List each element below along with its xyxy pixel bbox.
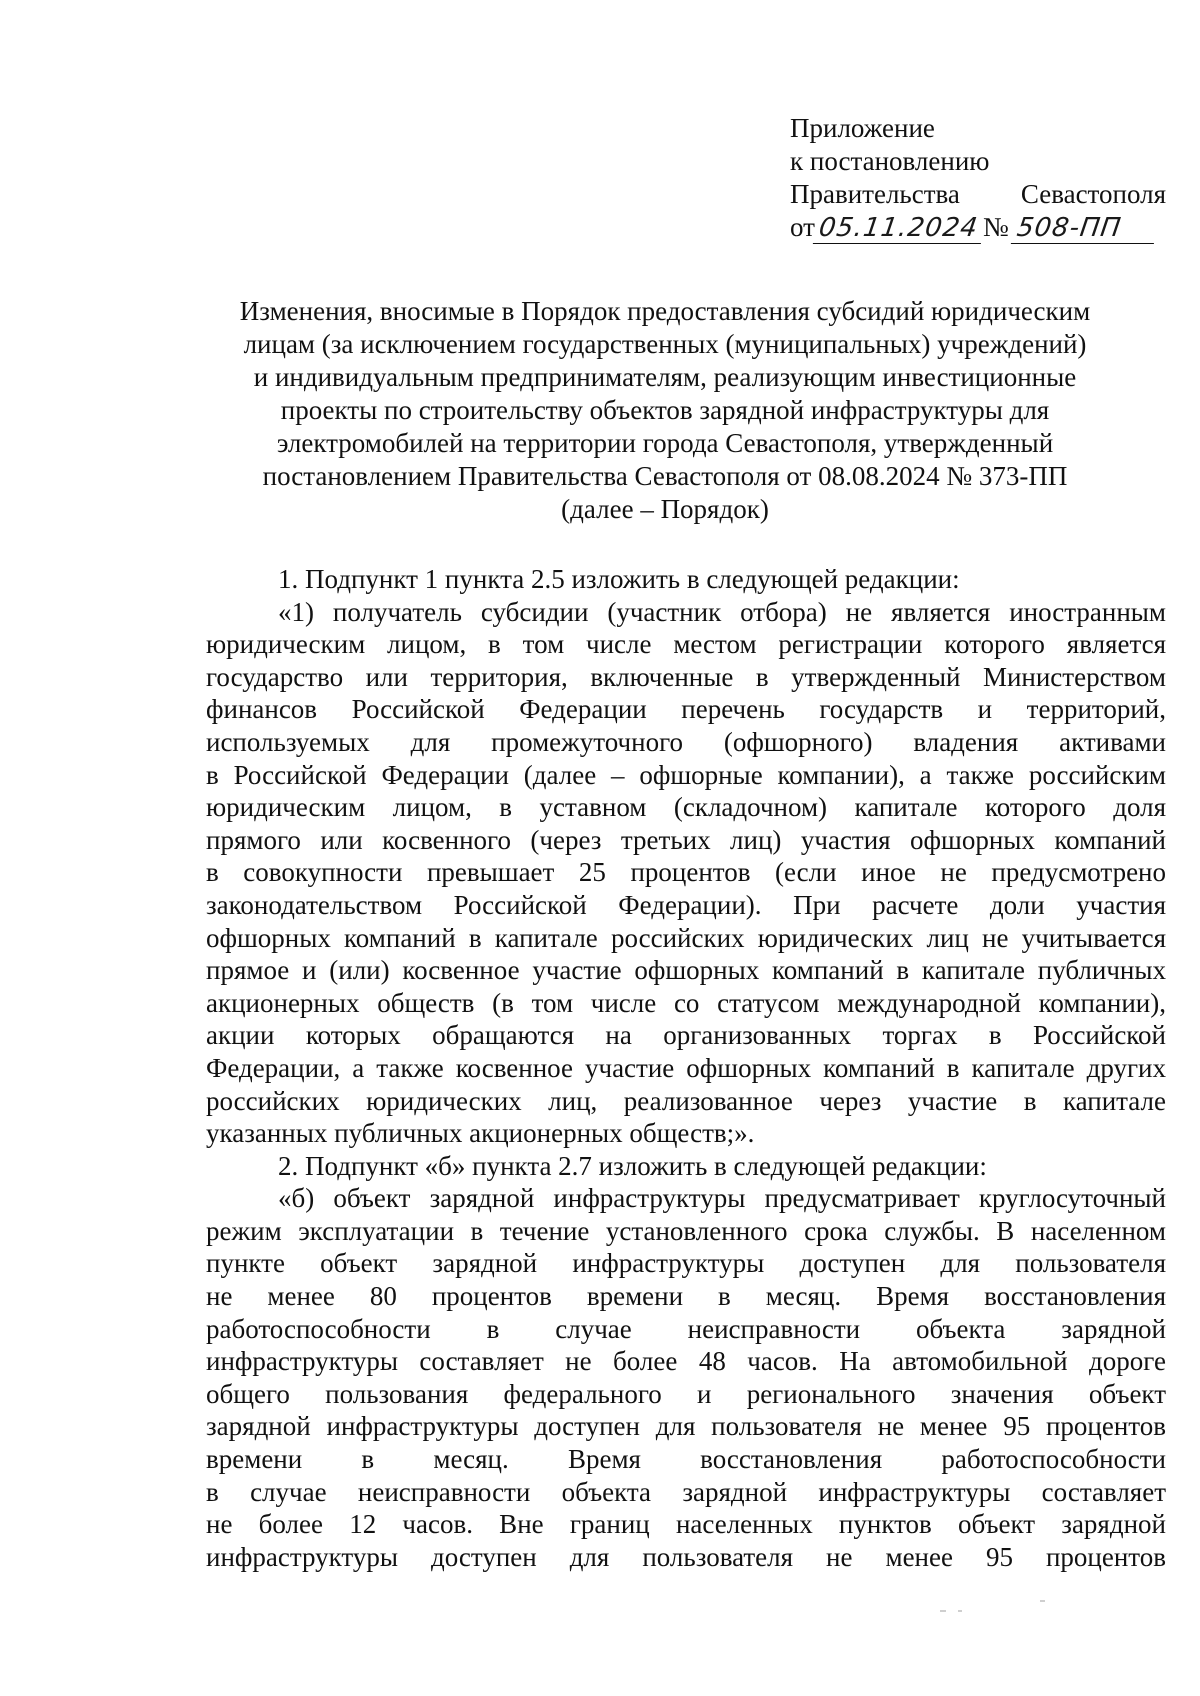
appendix-government: Правительства [790, 179, 960, 209]
handwritten-date: 05.11.2024 [813, 213, 985, 244]
handwritten-number: 508-ПП [1011, 213, 1158, 244]
appendix-line-3 [790, 178, 1166, 211]
body-line: в совокупности превышает 25 процентов (если иное не предусмотрено [206, 857, 1166, 888]
body-line: акционерных обществ (в том числе со статусом международной компании), [206, 987, 1166, 1018]
title-line: Изменения, вносимые в Порядок предоставления субсидий юридическим [239, 296, 1091, 326]
scan-speck [958, 1610, 962, 1612]
appendix-line-2: к постановлению [790, 146, 990, 176]
document-title [205, 295, 1125, 526]
title-line: и индивидуальным предпринимателям, реализующим инвестиционные [253, 362, 1077, 392]
title-line: электромобилей на территории города Севастополя, утвержденный [276, 428, 1054, 458]
body-line: «1) получатель субсидии (участник отбора) не является иностранным [278, 596, 1166, 627]
body-line: не более 12 часов. Вне границ населенных пунктов объект зарядной [206, 1509, 1166, 1540]
body-line: офшорных компаний в капитале российских юридических лиц не учитывается [206, 922, 1166, 953]
paragraph-1-heading: 1. Подпункт 1 пункта 2.5 изложить в следующей редакции: [278, 564, 960, 594]
title-line: лицам (за исключением государственных (муниципальных) учреждений) [243, 329, 1087, 359]
title-line: (далее – Порядок) [561, 494, 769, 524]
body-line: акции которых обращаются на организованных торгах в Российской [206, 1020, 1166, 1051]
appendix-city: Севастополя [1020, 179, 1166, 209]
body-line: юридическим лицом, в том числе местом регистрации которого является [206, 629, 1166, 660]
scan-speck [1040, 1600, 1045, 1602]
body-line: пункте объект зарядной инфраструктуры доступен для пользователя [206, 1248, 1166, 1279]
body-line: инфраструктуры составляет не более 48 часов. На автомобильной дороге [206, 1346, 1166, 1377]
appendix-line-1: Приложение [790, 113, 935, 143]
body-line: общего пользования федерального и регионального значения объект [206, 1378, 1166, 1409]
number-sign: № [982, 212, 1009, 242]
body-line: указанных публичных акционерных обществ;». [206, 1118, 755, 1149]
body-line: прямого или косвенного (через третьих лиц) участия офшорных компаний [206, 824, 1166, 855]
body-line: юридическим лицом, в уставном (складочном) капитале которого доля [206, 792, 1166, 823]
date-prefix: от [790, 212, 815, 242]
appendix-date-line [790, 211, 1170, 244]
document-body [206, 563, 1166, 1573]
body-line: в Российской Федерации (далее – офшорные компании), а также российским [206, 759, 1166, 790]
body-line: режим эксплуатации в течение установленного срока службы. В населенном [206, 1215, 1166, 1246]
body-line: Федерации, а также косвенное участие офшорных компаний в капитале других [206, 1052, 1166, 1083]
appendix-header [790, 112, 1170, 244]
body-line: законодательством Российской Федерации). При расчете доли участия [206, 889, 1166, 920]
body-line: инфраструктуры доступен для пользователя не менее 95 процентов [206, 1541, 1166, 1572]
body-line: российских юридических лиц, реализованное через участие в капитале [206, 1085, 1166, 1116]
title-line: постановлением Правительства Севастополя от 08.08.2024 № 373-ПП [262, 461, 1068, 491]
body-line: зарядной инфраструктуры доступен для пользователя не менее 95 процентов [206, 1411, 1166, 1442]
scan-speck [940, 1610, 946, 1612]
body-line: времени в месяц. Время восстановления работоспособности [206, 1444, 1166, 1475]
body-line: работоспособности в случае неисправности объекта зарядной [206, 1313, 1166, 1344]
body-line: прямое и (или) косвенное участие офшорных компаний в капитале публичных [206, 955, 1166, 986]
body-line: в случае неисправности объекта зарядной инфраструктуры составляет [206, 1476, 1166, 1507]
paragraph-2-heading: 2. Подпункт «б» пункта 2.7 изложить в следующей редакции: [278, 1150, 987, 1181]
title-line: проекты по строительству объектов зарядной инфраструктуры для [280, 395, 1050, 425]
body-line: финансов Российской Федерации перечень государств и территорий, [206, 694, 1166, 725]
body-line: используемых для промежуточного (офшорного) владения активами [206, 726, 1166, 757]
body-line: государство или территория, включенные в утвержденный Министерством [206, 661, 1166, 692]
body-line: «б) объект зарядной инфраструктуры предусматривает круглосуточный [278, 1183, 1166, 1214]
body-line: не менее 80 процентов времени в месяц. Время восстановления [206, 1281, 1166, 1312]
